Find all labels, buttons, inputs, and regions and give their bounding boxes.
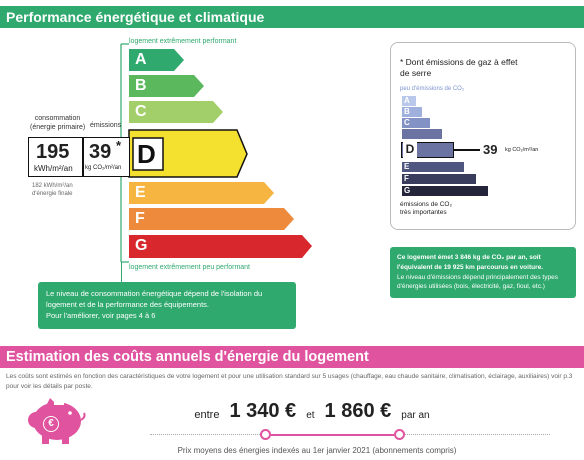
ges-note — [390, 247, 576, 298]
cost-max: 1 860 € — [324, 400, 392, 422]
class-label-C: C — [135, 103, 147, 120]
ges-active-letter: D — [403, 141, 417, 158]
section-title-costs — [0, 346, 584, 368]
ges-low-label: peu d'émissions de CO₂ — [400, 86, 465, 92]
class-bar-E — [129, 182, 274, 204]
final-energy-text: 182 kWh/m²/an d'énergie finale — [32, 183, 73, 197]
cost-min: 1 340 € — [229, 400, 297, 422]
ges-bar-C: C — [402, 118, 430, 128]
section-title-text: Performance énergétique et climatique — [6, 9, 265, 25]
class-label-A: A — [135, 51, 147, 68]
ges-bar-D-fill — [402, 129, 442, 139]
consumption-unit: kWh/m²/an — [34, 164, 73, 173]
bottom-scale-label: logement extrêmement peu performant — [129, 264, 251, 271]
ges-bar-G: G — [402, 186, 488, 196]
class-label-B: B — [135, 77, 147, 94]
class-bar-G — [129, 235, 312, 258]
range-min-marker — [260, 429, 271, 440]
class-label-F: F — [135, 210, 145, 227]
emissions-unit: kg CO₂/m²/an — [85, 165, 122, 171]
class-bar-F — [129, 208, 294, 230]
consumption-value: 195 — [36, 141, 70, 163]
class-label-G: G — [135, 237, 148, 254]
ges-value: 39 — [483, 142, 498, 157]
emissions-label: émissions — [90, 122, 122, 129]
cost-entre: entre — [194, 409, 220, 421]
ges-bar-E: E — [402, 162, 464, 172]
cost-range — [0, 401, 584, 423]
emissions-star: * — [116, 138, 122, 153]
emissions-value: 39 — [89, 141, 112, 163]
price-footer: Prix moyens des énergies indexés au 1er janvier 2021 (abonnements compris) — [177, 446, 457, 455]
ges-pointer-line — [454, 149, 480, 151]
section-title-costs-text: Estimation des coûts annuels d'énergie du logement — [6, 349, 369, 365]
ges-high-label: émissions de CO₂ très importantes — [400, 201, 453, 217]
ges-bar-A: A — [402, 96, 416, 106]
ges-bar-B: B — [402, 107, 422, 117]
ges-note-rest: Le niveau d'émissions dépend principalement des types d'énergies utilisées (bois, électricité, gaz, fioul, etc.) — [397, 273, 558, 291]
ges-title: * Dont émissions de gaz à effet de serre — [400, 57, 518, 78]
class-label-E: E — [135, 184, 146, 201]
range-max-marker — [394, 429, 405, 440]
range-fill — [271, 434, 394, 436]
ges-unit: kg CO₂/m²/an — [505, 147, 539, 153]
costs-description: Les coûts sont estimés en fonction des caractéristiques de votre logement et pour une utilisation standard sur 5 usages (chauffage, eau chaude sanitaire, climatisation, éclairage, auxiliaires) voir p.3 pour voir les détails par poste. — [6, 373, 573, 390]
ges-note-bold: Ce logement émet 3 846 kg de CO₂ par an, soit l'équivalent de 19 925 km parcourus en voiture. — [397, 254, 544, 271]
consumption-note: Le niveau de consommation énergétique dépend de l'isolation du logement et de la performance des équipements. Pour l'améliorer, voir pages 4 à 6 — [38, 282, 296, 329]
top-scale-label: logement extrêmement performant — [129, 38, 237, 45]
active-class-letter: D — [137, 139, 156, 169]
cost-et: et — [306, 410, 315, 421]
cost-par-an: par an — [401, 410, 430, 421]
consumption-label: consommation (énergie primaire) — [30, 115, 86, 131]
euro-symbol: € — [43, 416, 59, 432]
ges-bar-F: F — [402, 174, 476, 184]
